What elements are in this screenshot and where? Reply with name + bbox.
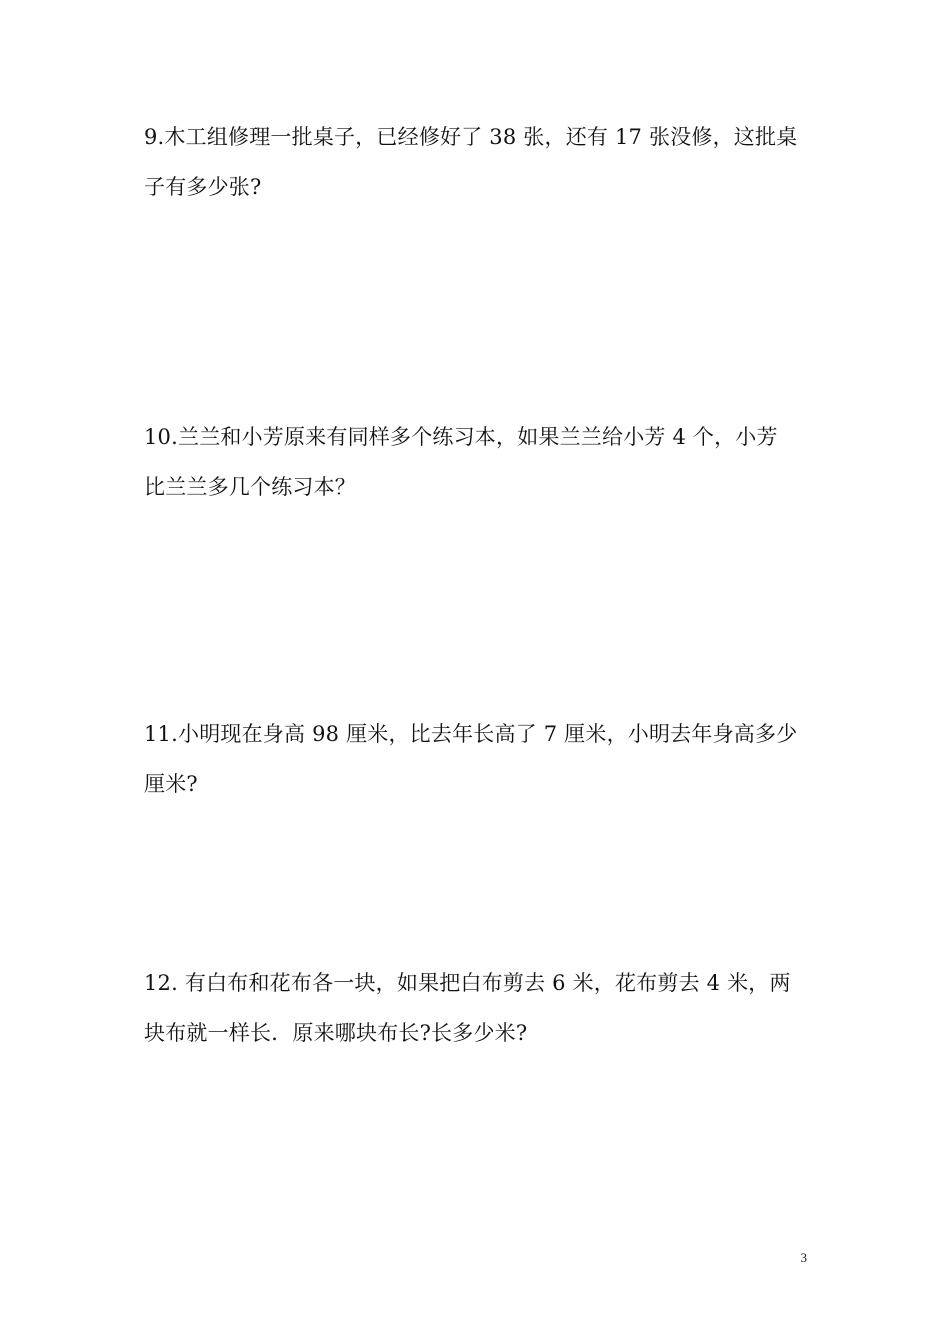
problem-12-line-1: 12. 有白布和花布各一块，如果把白布剪去 6 米，花布剪去 4 米，两 (144, 971, 791, 995)
problem-10-line-2: 比兰兰多几个练习本？ (144, 475, 356, 499)
problem-9-line-2: 子有多少张? (144, 175, 262, 199)
page-number: 3 (800, 1250, 807, 1265)
problem-11-line-1: 11.小明现在身高 98 厘米，比去年长高了 7 厘米，小明去年身高多少 (144, 722, 798, 746)
problem-9 (144, 112, 808, 212)
problem-11 (144, 709, 808, 809)
problem-10 (144, 412, 808, 512)
problem-10-line-1: 10.兰兰和小芳原来有同样多个练习本，如果兰兰给小芳 4 个，小芳 (144, 425, 778, 449)
problem-9-line-1: 9.木工组修理一批桌子，已经修好了 38 张，还有 17 张没修，这批桌 (144, 125, 798, 149)
problem-12 (144, 958, 808, 1058)
problem-12-line-2: 块布就一样长．原来哪块布长?长多少米? (144, 1021, 528, 1045)
problem-11-line-2: 厘米? (144, 772, 198, 796)
